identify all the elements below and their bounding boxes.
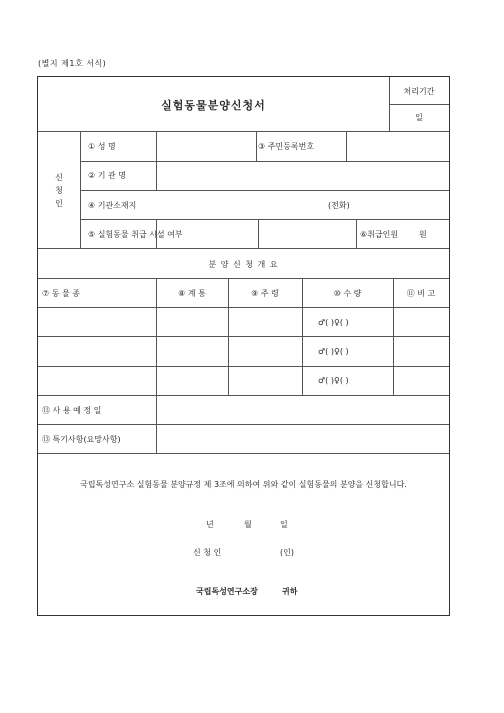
divider xyxy=(38,131,449,132)
applicant-signature-label: 신 청 인 xyxy=(193,548,222,557)
processing-period-label: 처리기간 xyxy=(403,87,435,96)
facility-label: ⑤ 실험동물 취급 시설 여부 xyxy=(88,230,183,239)
divider xyxy=(156,395,157,453)
phone-label: (전화) xyxy=(328,201,350,210)
divider xyxy=(389,104,449,105)
divider xyxy=(80,131,81,248)
addressee-label: 국립독성연구소장 xyxy=(196,587,258,596)
divider xyxy=(38,307,449,308)
overview-section-title: 분 양 신 청 개 요 xyxy=(208,260,279,269)
divider xyxy=(38,278,449,279)
staff-count-label: ⑥취급인원 xyxy=(360,230,399,239)
date-day-label: 일 xyxy=(280,520,288,529)
divider xyxy=(38,336,449,337)
species-column-header: ⑦ 동 물 종 xyxy=(42,289,80,298)
quantity-cell: ♂( )♀( ) xyxy=(318,376,349,385)
divider xyxy=(356,219,357,248)
quantity-column-header: ⑩ 수 량 xyxy=(333,289,362,298)
processing-period-unit: 일 xyxy=(415,113,423,122)
quantity-cell: ♂( )♀( ) xyxy=(318,347,349,356)
organization-label: ② 기 관 명 xyxy=(88,171,126,180)
divider xyxy=(38,453,449,454)
application-statement: 국립독성연구소 실험동물 분양규정 제 3조에 의하여 위와 같이 실험동물의 분양을 신청합니다. xyxy=(80,480,407,489)
divider xyxy=(38,366,449,367)
divider xyxy=(346,131,347,161)
honorific-label: 귀하 xyxy=(282,587,298,596)
applicant-side-label-3: 인 xyxy=(55,199,63,208)
seal-label: (인) xyxy=(280,548,294,557)
divider xyxy=(256,131,257,161)
form-title: 실험동물분양신청서 xyxy=(161,99,266,112)
divider xyxy=(80,190,449,191)
divider xyxy=(80,219,449,220)
divider xyxy=(156,131,157,190)
divider xyxy=(80,161,449,162)
address-label: ④ 기관소재지 xyxy=(88,201,137,210)
age-column-header: ⑨ 주 령 xyxy=(251,289,279,298)
quantity-cell: ♂( )♀( ) xyxy=(318,318,349,327)
resident-number-label: ③ 주민등록번호 xyxy=(258,142,315,151)
divider xyxy=(38,395,449,396)
divider xyxy=(38,248,449,249)
applicant-side-label-1: 신 xyxy=(55,173,63,182)
name-label: ① 성 명 xyxy=(88,142,116,151)
divider xyxy=(258,219,259,248)
special-notes-label: ⑬ 특기사항(요망사항) xyxy=(42,435,121,444)
form-number-note: (별지 제1호 서식) xyxy=(38,59,107,68)
strain-column-header: ⑧ 계 통 xyxy=(178,289,206,298)
divider xyxy=(38,424,449,425)
date-month-label: 월 xyxy=(244,520,252,529)
staff-count-unit: 원 xyxy=(419,230,427,239)
application-form xyxy=(37,76,450,616)
planned-use-date-label: ⑬ 사 용 예 정 일 xyxy=(42,406,102,415)
note-column-header: ⑪ 비 고 xyxy=(406,289,436,298)
date-year-label: 년 xyxy=(206,520,214,529)
applicant-side-label-2: 청 xyxy=(55,186,63,195)
